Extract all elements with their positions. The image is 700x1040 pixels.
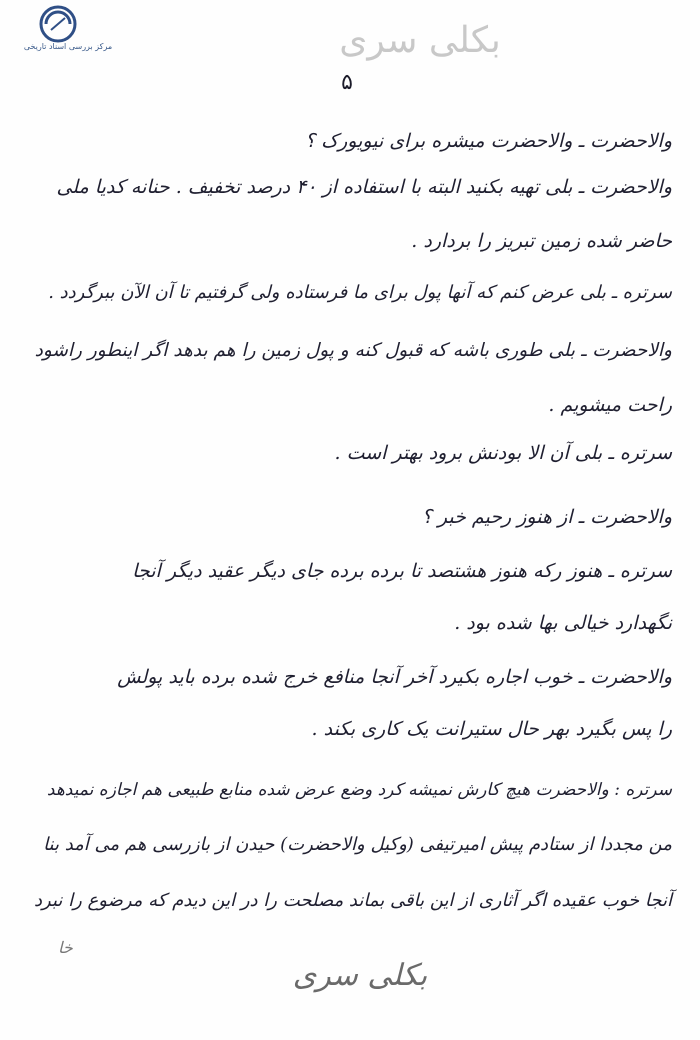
archive-logo — [8, 4, 128, 54]
archive-caption: مرکز بررسی اسناد تاریخی — [23, 42, 113, 51]
classification-stamp-bottom: بکلی سری — [292, 958, 428, 993]
text-line: والاحضرت ـ بلی تهیه بکنید البته با استفاده از ۴۰ درصد تخفیف . حنانه کدیا ملی — [56, 176, 672, 198]
text-line: سرتره : والاحضرت هیچ کارش نمیشه کرد وضع عرض شده منابع طبیعی هم اجازه نمیدهد — [46, 780, 672, 800]
text-line: سرتره ـ هنوز رکه هنوز هشتصد تا برده برده جای دیگر عقید دیگر آنجا — [132, 560, 672, 582]
text-line: والاحضرت ـ از هنوز رحیم خبر ؟ — [421, 506, 672, 528]
text-line: را پس بگیرد بهر حال ستیرانت یک کاری بکند . — [311, 718, 672, 740]
margin-note: خا — [58, 938, 73, 957]
text-line: حاضر شده زمین تبریز را بردارد . — [411, 230, 672, 252]
text-line: نگهدارد خیالی بها شده بود . — [454, 612, 672, 634]
text-line: آنجا خوب عقیده اگر آثاری از این باقی بماند مصلحت را در این دیدم که مرضوع را نبرد — [34, 890, 672, 911]
archive-emblem-icon — [38, 4, 78, 44]
text-line: من مجددا از ستادم پیش امیرتیفی (وکیل والاحضرت) حیدن از بازرسی هم می آمد بنا — [43, 834, 672, 855]
text-line: راحت میشویم . — [548, 394, 672, 416]
classification-stamp-top: بکلی سری — [339, 20, 501, 61]
text-line: والاحضرت ـ والاحضرت میشره برای نیویورک ؟ — [305, 130, 672, 152]
text-line: سرتره ـ بلی آن الا بودنش برود بهتر است . — [334, 442, 672, 464]
text-line: والاحضرت ـ خوب اجاره بکیرد آخر آنجا منافع خرج شده برده باید پولش — [117, 666, 672, 688]
text-line: والاحضرت ـ بلی طوری باشه که قبول کنه و پول زمین را هم بدهد اگر اینطور راشود — [34, 340, 672, 361]
text-line: سرتره ـ بلی عرض کنم که آنها پول برای ما فرستاده ولی گرفتیم تا آن الآن ببرگردد . — [48, 282, 672, 303]
page-number: ۵ — [341, 70, 353, 95]
